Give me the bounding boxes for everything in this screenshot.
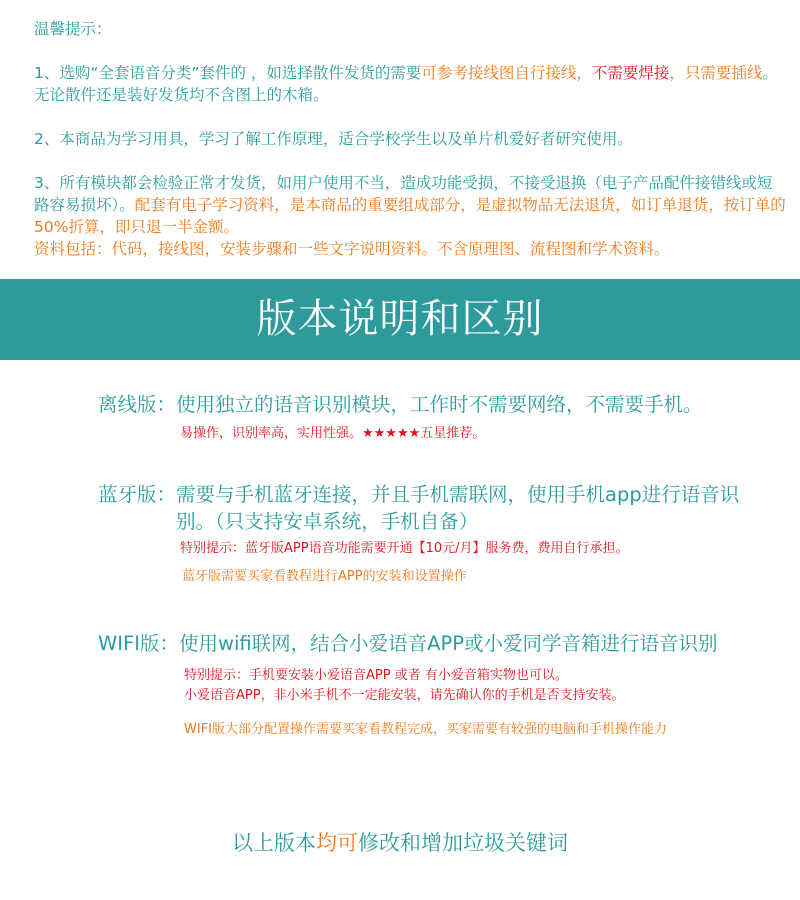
footer-text-2: 修改和增加垃圾关键词	[358, 831, 568, 855]
notice-item-1-plugin: ，只需要插线	[669, 64, 763, 82]
notice-block	[34, 18, 786, 260]
version-bluetooth-note-fee: 特别提示：蓝牙版APP语音功能需要开通【10元/月】服务费，费用自行承担。	[180, 541, 629, 556]
version-bluetooth-label: 蓝牙版：	[98, 483, 177, 506]
notice-item-1-nosolder: 不需要焊接	[591, 64, 670, 82]
notice-item-3	[34, 172, 786, 238]
footer-text-1: 以上版本	[232, 831, 316, 855]
version-wifi-label: WIFI版：	[98, 632, 179, 655]
version-bluetooth	[98, 481, 778, 587]
version-wifi-note-tutorial: WIFI版大部分配置操作需要买家看教程完成，买家需要有较强的电脑和手机操作能力	[184, 722, 668, 737]
version-wifi-note-app: 特别提示：手机要安装小爱语音APP 或者 有小爱音箱实物也可以。	[184, 668, 568, 683]
notice-item-3-materials-note: 配套有电子学习资料，是本商品的重要组成部分，是虚拟物品无法退货，如订单退货，按订单的50%折算，即只退一半金额。	[34, 196, 786, 236]
footer-note	[0, 828, 800, 858]
version-bluetooth-desc: 需要与手机蓝牙连接，并且手机需联网，使用手机app进行语音识别。（只支持安卓系统，手机自备）	[176, 483, 740, 533]
version-offline-desc: 使用独立的语音识别模块，工作时不需要网络，不需要手机。	[176, 393, 703, 416]
version-offline-label: 离线版：	[98, 393, 177, 416]
notice-materials: 资料包括：代码，接线图，安装步骤和一些文字说明资料。不含原理图、流程图和学术资料。	[34, 240, 670, 258]
version-banner: 版本说明和区别	[0, 279, 800, 360]
version-wifi	[98, 630, 778, 740]
version-bluetooth-note-tutorial: 蓝牙版需要买家看教程进行APP的安装和设置操作	[182, 569, 467, 584]
version-offline	[98, 391, 778, 444]
notice-item-1	[34, 62, 786, 106]
notice-item-1-wiring: 可参考接线图自行接线，	[421, 64, 592, 82]
version-wifi-note-xiaomi: 小爱语音APP，非小米手机不一定能安装，请先确认你的手机是否支持安装。	[184, 688, 625, 703]
notice-item-3-text: 3、所有模块都会检验正常才发货，如用户使用不当，造成功能受损，不接受退换（电子产品配件接错线或短路容易损坏）。	[34, 174, 773, 214]
version-wifi-desc: 使用wifi联网，结合小爱语音APP或小爱同学音箱进行语音识别	[179, 632, 718, 655]
footer-text-highlight: 均可	[316, 831, 358, 855]
version-offline-note: 易操作，识别率高，实用性强。★★★★★五星推荐。	[180, 426, 486, 441]
notice-item-1-text: 1、选购“全套语音分类”套件的 ，如选择散件发货的需要	[34, 64, 422, 82]
notice-item-2: 2、本商品为学习用具，学习了解工作原理，适合学校学生以及单片机爱好者研究使用。	[34, 130, 633, 148]
notice-title: 温馨提示：	[34, 20, 112, 38]
notice-item-1-box: 。无论散件还是装好发货均不含图上的木箱。	[34, 64, 778, 104]
